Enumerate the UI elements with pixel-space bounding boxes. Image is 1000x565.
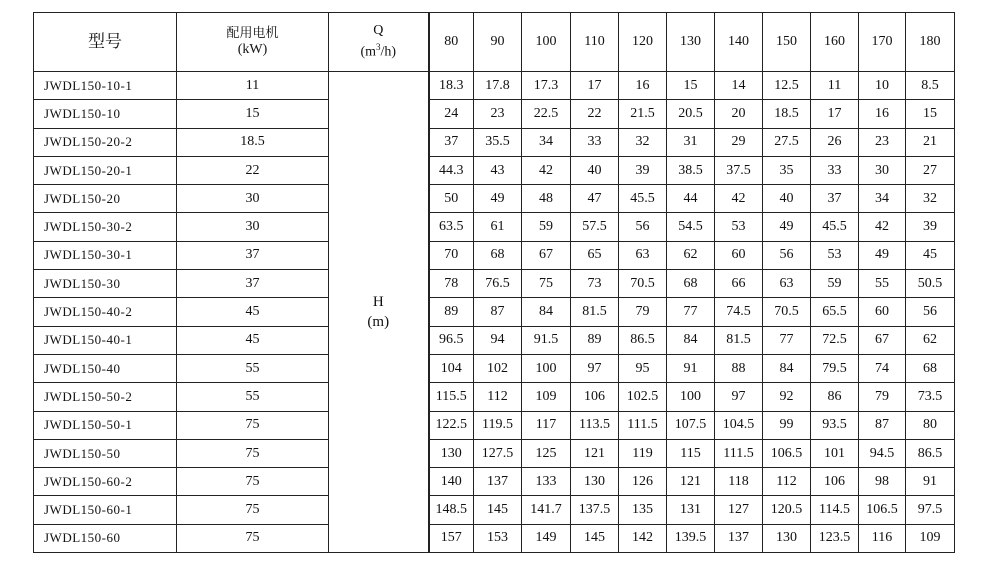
head-value-cell: 106 (811, 468, 859, 496)
model-cell: JWDL150-50 (34, 439, 177, 467)
head-value-cell: 22.5 (522, 100, 571, 128)
head-value-cell: 35 (763, 156, 811, 184)
head-value-cell: 99 (763, 411, 811, 439)
head-value-cell: 89 (429, 298, 474, 326)
head-value-cell: 100 (522, 354, 571, 382)
head-value-cell: 31 (667, 128, 715, 156)
head-value-cell: 86.5 (906, 439, 955, 467)
model-header: 型号 (34, 13, 177, 72)
head-value-cell: 86.5 (619, 326, 667, 354)
head-value-cell: 8.5 (906, 72, 955, 100)
head-value-cell: 15 (906, 100, 955, 128)
head-value-cell: 48 (522, 185, 571, 213)
head-value-cell: 73.5 (906, 383, 955, 411)
head-value-cell: 121 (667, 468, 715, 496)
model-cell: JWDL150-50-2 (34, 383, 177, 411)
head-value-cell: 12.5 (763, 72, 811, 100)
head-value-cell: 100 (667, 383, 715, 411)
head-value-cell: 78 (429, 270, 474, 298)
head-value-cell: 63 (763, 270, 811, 298)
head-value-cell: 97 (571, 354, 619, 382)
motor-power-cell: 45 (177, 298, 329, 326)
head-value-cell: 24 (429, 100, 474, 128)
head-value-cell: 119.5 (474, 411, 522, 439)
table-row (34, 100, 955, 128)
head-value-cell: 77 (763, 326, 811, 354)
pump-performance-table (33, 12, 955, 553)
head-value-cell: 17 (571, 72, 619, 100)
head-label-symbol: H (372, 294, 384, 311)
motor-power-cell: 75 (177, 496, 329, 524)
head-value-cell: 141.7 (522, 496, 571, 524)
head-value-cell: 135 (619, 496, 667, 524)
head-value-cell: 22 (571, 100, 619, 128)
head-value-cell: 91.5 (522, 326, 571, 354)
motor-power-cell: 55 (177, 354, 329, 382)
head-value-cell: 102 (474, 354, 522, 382)
head-value-cell: 87 (474, 298, 522, 326)
head-value-cell: 45 (906, 241, 955, 269)
head-value-cell: 121 (571, 439, 619, 467)
head-value-cell: 26 (811, 128, 859, 156)
flow-value-header: 160 (811, 13, 859, 72)
motor-power-cell: 37 (177, 270, 329, 298)
head-value-cell: 40 (571, 156, 619, 184)
head-value-cell: 101 (811, 439, 859, 467)
head-value-cell: 32 (906, 185, 955, 213)
model-cell: JWDL150-40 (34, 354, 177, 382)
head-value-cell: 94 (474, 326, 522, 354)
head-value-cell: 20.5 (667, 100, 715, 128)
model-cell: JWDL150-10-1 (34, 72, 177, 100)
head-value-cell: 65 (571, 241, 619, 269)
head-value-cell: 137 (715, 524, 763, 552)
head-value-cell: 88 (715, 354, 763, 382)
head-value-cell: 74.5 (715, 298, 763, 326)
flow-value-header: 110 (571, 13, 619, 72)
head-value-cell: 17 (811, 100, 859, 128)
head-value-cell: 87 (859, 411, 906, 439)
head-value-cell: 80 (906, 411, 955, 439)
head-value-cell: 23 (474, 100, 522, 128)
head-value-cell: 116 (859, 524, 906, 552)
head-value-cell: 44.3 (429, 156, 474, 184)
flow-value-header: 130 (667, 13, 715, 72)
flow-unit-post: /h) (380, 44, 397, 60)
head-value-cell: 81.5 (715, 326, 763, 354)
head-value-cell: 130 (571, 468, 619, 496)
head-value-cell: 32 (619, 128, 667, 156)
model-cell: JWDL150-20 (34, 185, 177, 213)
flow-value-header: 120 (619, 13, 667, 72)
motor-power-cell: 22 (177, 156, 329, 184)
head-value-cell: 45.5 (619, 185, 667, 213)
model-cell: JWDL150-20-1 (34, 156, 177, 184)
head-value-cell: 42 (522, 156, 571, 184)
head-value-cell: 95 (619, 354, 667, 382)
table-row (34, 270, 955, 298)
head-value-cell: 140 (429, 468, 474, 496)
head-value-cell: 84 (667, 326, 715, 354)
head-value-cell: 111.5 (619, 411, 667, 439)
table-row (34, 72, 955, 100)
head-value-cell: 35.5 (474, 128, 522, 156)
head-value-cell: 50 (429, 185, 474, 213)
head-value-cell: 39 (619, 156, 667, 184)
head-value-cell: 119 (619, 439, 667, 467)
head-value-cell: 34 (859, 185, 906, 213)
head-value-cell: 89 (571, 326, 619, 354)
head-value-cell: 118 (715, 468, 763, 496)
head-value-cell: 65.5 (811, 298, 859, 326)
head-value-cell: 137 (474, 468, 522, 496)
head-value-cell: 130 (763, 524, 811, 552)
head-value-cell: 130 (429, 439, 474, 467)
head-value-cell: 61 (474, 213, 522, 241)
motor-power-cell: 30 (177, 213, 329, 241)
head-value-cell: 67 (522, 241, 571, 269)
head-value-cell: 76.5 (474, 270, 522, 298)
motor-power-cell: 75 (177, 411, 329, 439)
table-row (34, 298, 955, 326)
head-value-cell: 68 (667, 270, 715, 298)
head-value-cell: 75 (522, 270, 571, 298)
table-row (34, 383, 955, 411)
head-value-cell: 120.5 (763, 496, 811, 524)
head-value-cell: 145 (571, 524, 619, 552)
head-value-cell: 79 (859, 383, 906, 411)
head-value-cell: 127.5 (474, 439, 522, 467)
head-value-cell: 98 (859, 468, 906, 496)
head-value-cell: 53 (715, 213, 763, 241)
motor-power-cell: 11 (177, 72, 329, 100)
head-value-cell: 70.5 (763, 298, 811, 326)
flow-value-header: 80 (429, 13, 474, 72)
head-value-cell: 148.5 (429, 496, 474, 524)
head-value-cell: 53 (811, 241, 859, 269)
head-value-cell: 104 (429, 354, 474, 382)
flow-value-header: 100 (522, 13, 571, 72)
head-value-cell: 127 (715, 496, 763, 524)
head-value-cell: 59 (811, 270, 859, 298)
head-value-cell: 126 (619, 468, 667, 496)
model-cell: JWDL150-30 (34, 270, 177, 298)
head-value-cell: 149 (522, 524, 571, 552)
head-value-cell: 18.5 (763, 100, 811, 128)
model-cell: JWDL150-40-2 (34, 298, 177, 326)
table-body (34, 72, 955, 553)
model-cell: JWDL150-20-2 (34, 128, 177, 156)
head-value-cell: 91 (667, 354, 715, 382)
head-value-cell: 77 (667, 298, 715, 326)
head-value-cell: 68 (906, 354, 955, 382)
head-value-cell: 113.5 (571, 411, 619, 439)
motor-header-label: 配用电机 (226, 26, 279, 41)
head-value-cell: 106 (571, 383, 619, 411)
head-value-cell: 38.5 (667, 156, 715, 184)
head-value-cell: 137.5 (571, 496, 619, 524)
head-value-cell: 114.5 (811, 496, 859, 524)
motor-power-cell: 75 (177, 524, 329, 552)
head-value-cell: 117 (522, 411, 571, 439)
head-value-cell: 84 (763, 354, 811, 382)
table-row (34, 411, 955, 439)
flow-header (329, 13, 429, 72)
head-value-cell: 72.5 (811, 326, 859, 354)
head-value-cell: 33 (571, 128, 619, 156)
head-value-cell: 37 (811, 185, 859, 213)
head-value-cell: 73 (571, 270, 619, 298)
motor-power-cell: 45 (177, 326, 329, 354)
head-value-cell: 56 (763, 241, 811, 269)
table-row (34, 468, 955, 496)
head-value-cell: 59 (522, 213, 571, 241)
table-row (34, 241, 955, 269)
head-value-cell: 142 (619, 524, 667, 552)
head-value-cell: 49 (474, 185, 522, 213)
head-value-cell: 70.5 (619, 270, 667, 298)
head-value-cell: 115.5 (429, 383, 474, 411)
model-cell: JWDL150-60-2 (34, 468, 177, 496)
motor-power-cell: 18.5 (177, 128, 329, 156)
head-value-cell: 11 (811, 72, 859, 100)
head-value-cell: 63 (619, 241, 667, 269)
model-cell: JWDL150-30-1 (34, 241, 177, 269)
head-value-cell: 91 (906, 468, 955, 496)
head-value-cell: 20 (715, 100, 763, 128)
flow-header-symbol: Q (373, 23, 384, 39)
head-value-cell: 14 (715, 72, 763, 100)
motor-power-cell: 37 (177, 241, 329, 269)
table-row (34, 524, 955, 552)
head-value-cell: 27.5 (763, 128, 811, 156)
head-value-cell: 115 (667, 439, 715, 467)
head-value-cell: 17.3 (522, 72, 571, 100)
head-value-cell: 42 (715, 185, 763, 213)
table-row (34, 213, 955, 241)
model-cell: JWDL150-60-1 (34, 496, 177, 524)
head-value-cell: 145 (474, 496, 522, 524)
flow-value-header: 170 (859, 13, 906, 72)
head-value-cell: 67 (859, 326, 906, 354)
head-value-cell: 16 (859, 100, 906, 128)
head-value-cell: 106.5 (859, 496, 906, 524)
head-value-cell: 79 (619, 298, 667, 326)
head-value-cell: 37.5 (715, 156, 763, 184)
head-value-cell: 56 (906, 298, 955, 326)
head-value-cell: 96.5 (429, 326, 474, 354)
table-row (34, 354, 955, 382)
head-value-cell: 47 (571, 185, 619, 213)
head-value-cell: 79.5 (811, 354, 859, 382)
model-cell: JWDL150-30-2 (34, 213, 177, 241)
model-cell: JWDL150-10 (34, 100, 177, 128)
flow-value-header: 150 (763, 13, 811, 72)
head-value-cell: 109 (522, 383, 571, 411)
head-value-cell: 157 (429, 524, 474, 552)
head-value-cell: 60 (859, 298, 906, 326)
head-value-cell: 70 (429, 241, 474, 269)
head-value-cell: 18.3 (429, 72, 474, 100)
head-value-cell: 107.5 (667, 411, 715, 439)
motor-power-cell: 15 (177, 100, 329, 128)
head-value-cell: 125 (522, 439, 571, 467)
head-value-cell: 30 (859, 156, 906, 184)
head-value-cell: 60 (715, 241, 763, 269)
head-value-cell: 109 (906, 524, 955, 552)
head-value-cell: 122.5 (429, 411, 474, 439)
motor-power-header (177, 13, 329, 72)
head-value-cell: 54.5 (667, 213, 715, 241)
head-value-cell: 66 (715, 270, 763, 298)
flow-value-header: 140 (715, 13, 763, 72)
motor-power-cell: 30 (177, 185, 329, 213)
head-value-cell: 94.5 (859, 439, 906, 467)
head-label-cell (329, 72, 429, 553)
head-value-cell: 10 (859, 72, 906, 100)
head-value-cell: 81.5 (571, 298, 619, 326)
head-value-cell: 112 (474, 383, 522, 411)
head-value-cell: 63.5 (429, 213, 474, 241)
flow-value-header: 90 (474, 13, 522, 72)
head-value-cell: 62 (906, 326, 955, 354)
table-row (34, 156, 955, 184)
head-value-cell: 62 (667, 241, 715, 269)
head-label-unit: (m) (367, 314, 390, 331)
head-value-cell: 42 (859, 213, 906, 241)
flow-unit-pre: (m (360, 44, 376, 60)
head-value-cell: 123.5 (811, 524, 859, 552)
head-value-cell: 37 (429, 128, 474, 156)
model-cell: JWDL150-60 (34, 524, 177, 552)
head-value-cell: 17.8 (474, 72, 522, 100)
head-value-cell: 49 (763, 213, 811, 241)
head-value-cell: 23 (859, 128, 906, 156)
head-value-cell: 16 (619, 72, 667, 100)
head-value-cell: 57.5 (571, 213, 619, 241)
head-value-cell: 43 (474, 156, 522, 184)
head-value-cell: 111.5 (715, 439, 763, 467)
head-value-cell: 97.5 (906, 496, 955, 524)
head-value-cell: 139.5 (667, 524, 715, 552)
flow-header-unit (329, 39, 428, 61)
head-value-cell: 93.5 (811, 411, 859, 439)
table-row (34, 128, 955, 156)
head-value-cell: 104.5 (715, 411, 763, 439)
head-value-cell: 56 (619, 213, 667, 241)
head-value-cell: 45.5 (811, 213, 859, 241)
flow-unit-sup: 3 (376, 42, 381, 53)
head-value-cell: 133 (522, 468, 571, 496)
head-value-cell: 97 (715, 383, 763, 411)
head-value-cell: 27 (906, 156, 955, 184)
pump-performance-table-container (33, 12, 953, 553)
table-row (34, 185, 955, 213)
head-value-cell: 84 (522, 298, 571, 326)
motor-power-cell: 75 (177, 468, 329, 496)
table-row (34, 496, 955, 524)
motor-power-cell: 75 (177, 439, 329, 467)
table-row (34, 326, 955, 354)
head-value-cell: 68 (474, 241, 522, 269)
motor-power-cell: 55 (177, 383, 329, 411)
head-value-cell: 131 (667, 496, 715, 524)
head-value-cell: 21.5 (619, 100, 667, 128)
head-value-cell: 112 (763, 468, 811, 496)
head-value-cell: 21 (906, 128, 955, 156)
head-value-cell: 153 (474, 524, 522, 552)
model-cell: JWDL150-40-1 (34, 326, 177, 354)
flow-value-header: 180 (906, 13, 955, 72)
head-value-cell: 39 (906, 213, 955, 241)
head-value-cell: 55 (859, 270, 906, 298)
head-value-cell: 106.5 (763, 439, 811, 467)
head-value-cell: 33 (811, 156, 859, 184)
head-value-cell: 74 (859, 354, 906, 382)
head-value-cell: 86 (811, 383, 859, 411)
head-value-cell: 44 (667, 185, 715, 213)
head-value-cell: 40 (763, 185, 811, 213)
head-value-cell: 50.5 (906, 270, 955, 298)
head-value-cell: 92 (763, 383, 811, 411)
table-row (34, 439, 955, 467)
head-value-cell: 49 (859, 241, 906, 269)
model-cell: JWDL150-50-1 (34, 411, 177, 439)
head-value-cell: 29 (715, 128, 763, 156)
motor-header-unit: (kW) (237, 42, 268, 57)
header-row (34, 13, 955, 72)
head-value-cell: 34 (522, 128, 571, 156)
head-value-cell: 102.5 (619, 383, 667, 411)
head-value-cell: 15 (667, 72, 715, 100)
